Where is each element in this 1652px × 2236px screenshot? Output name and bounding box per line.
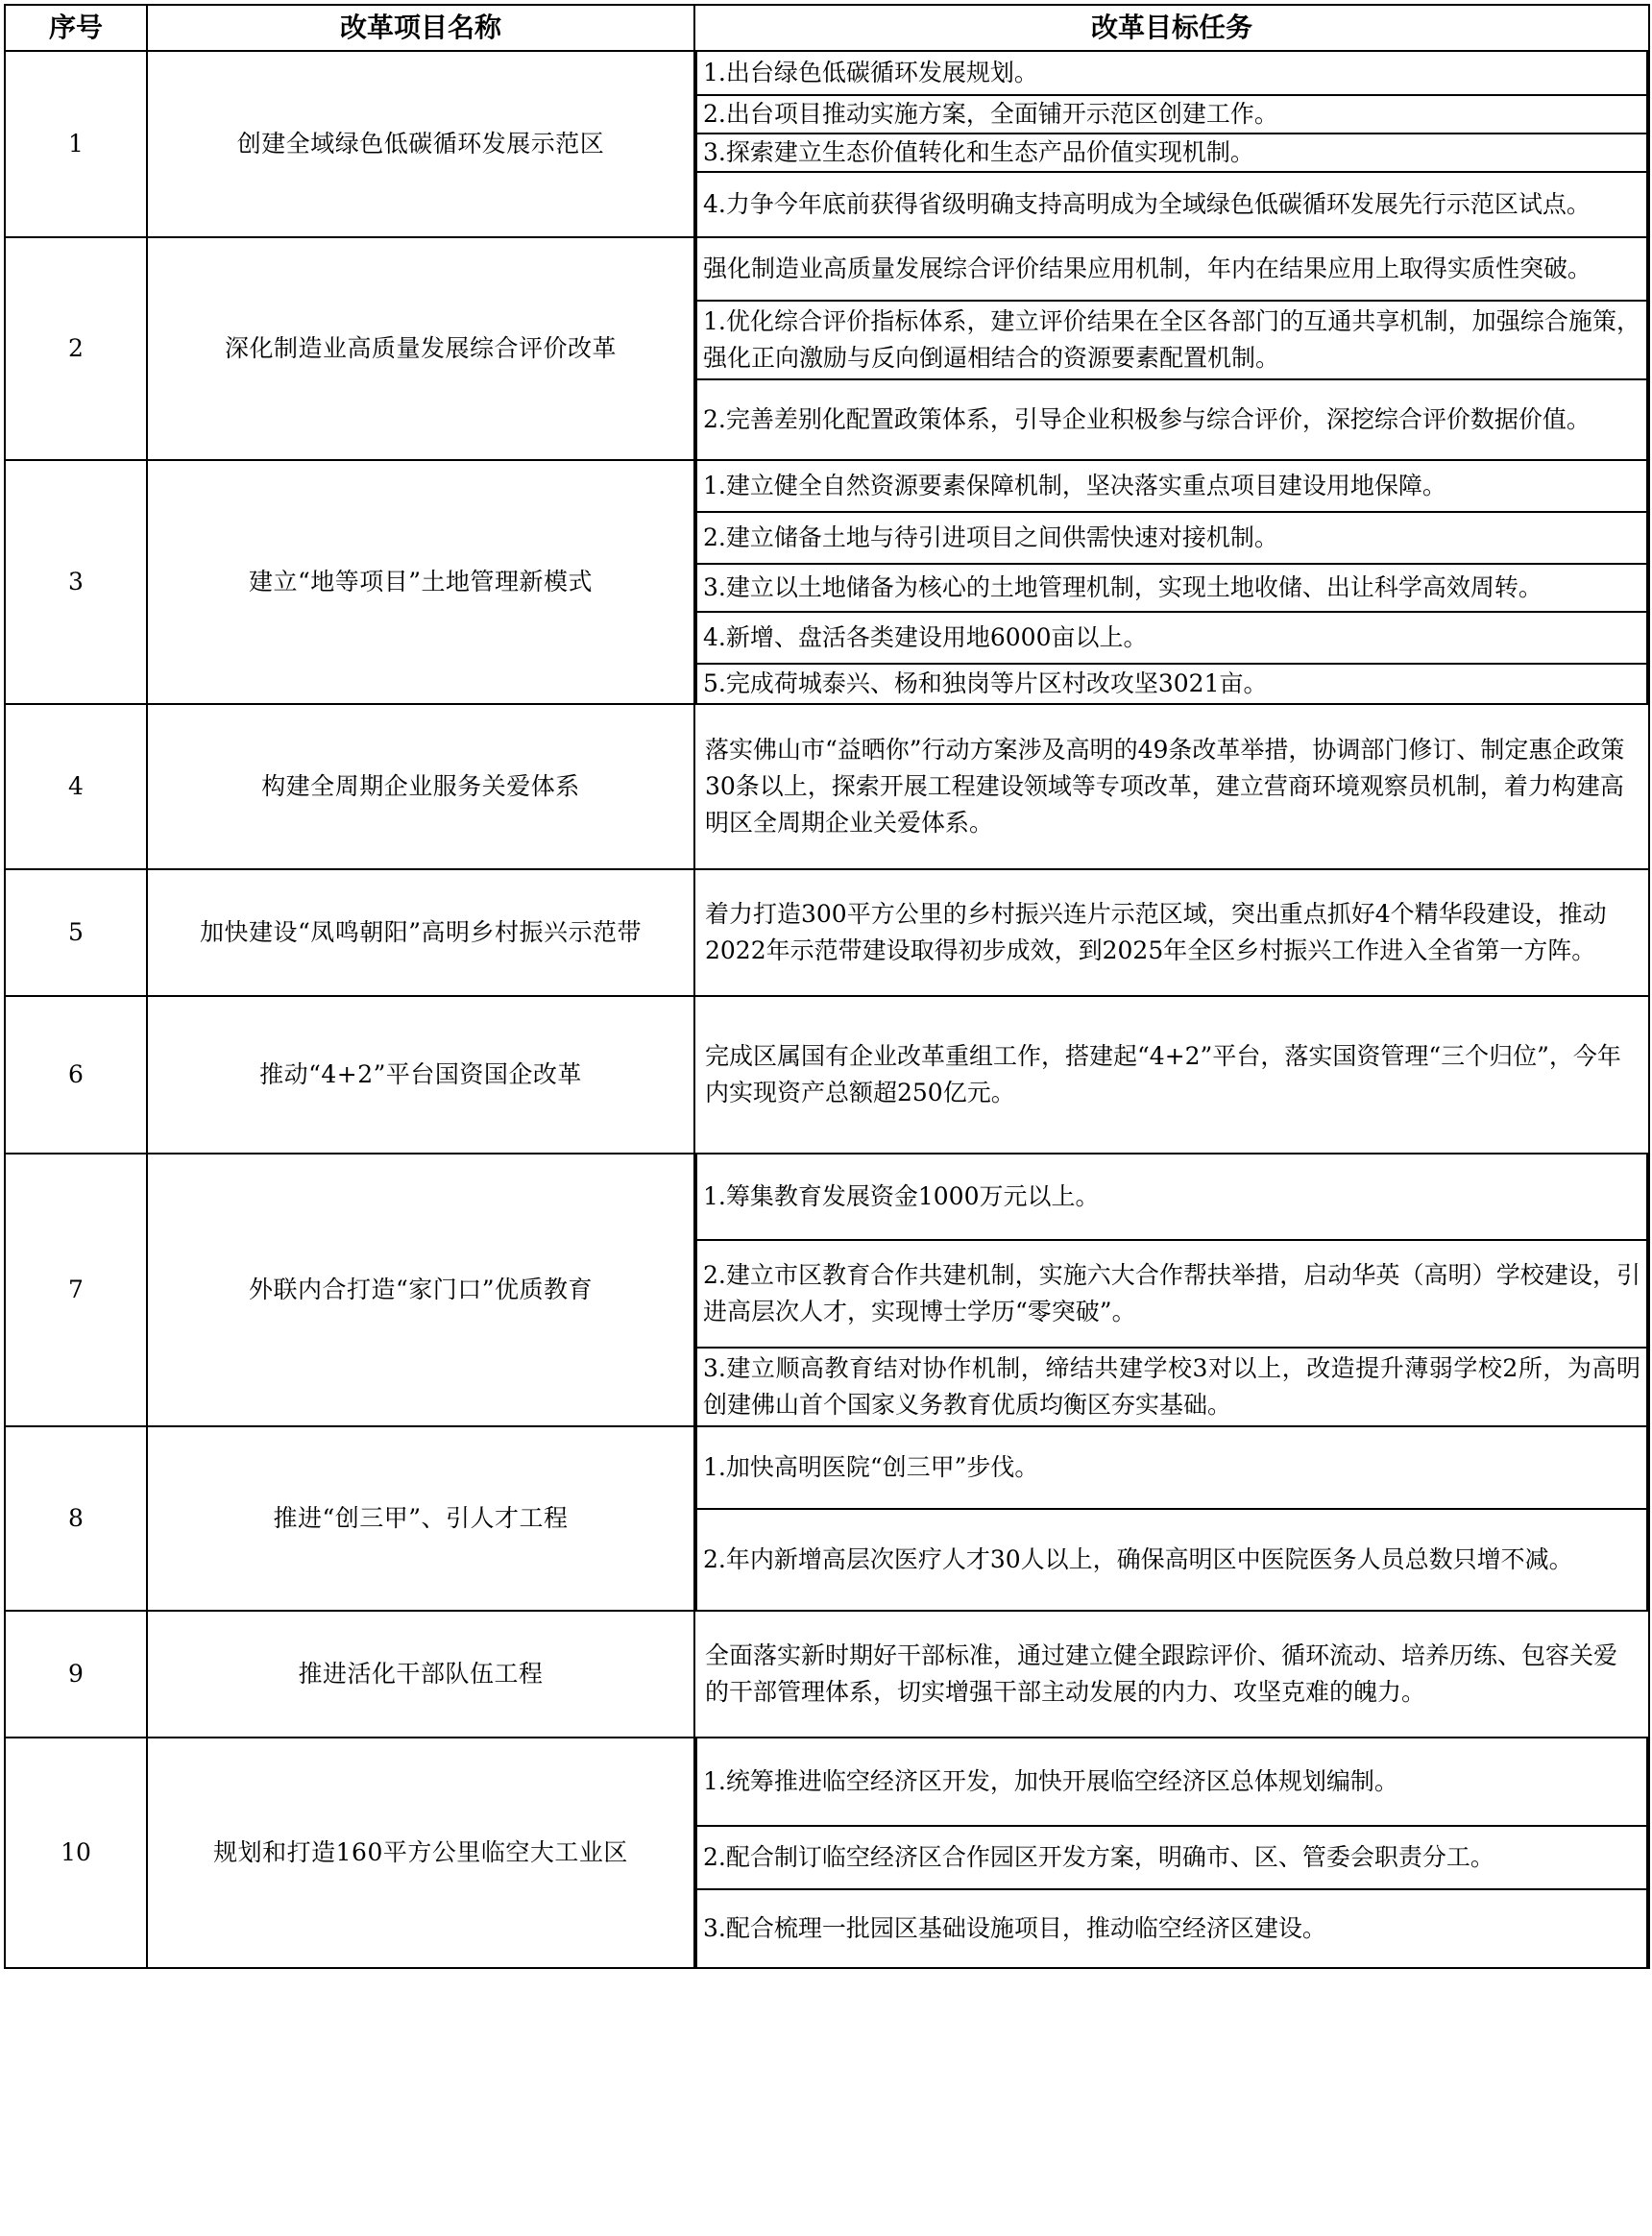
row-number: 2	[5, 237, 147, 460]
project-name: 创建全域绿色低碳循环发展示范区	[147, 51, 694, 237]
table-row	[5, 1738, 1649, 1968]
table-row	[5, 704, 1649, 869]
task-item: 2.建立储备土地与待引进项目之间供需快速对接机制。	[695, 513, 1648, 565]
row-number: 5	[5, 869, 147, 996]
task-cell	[694, 1154, 1649, 1426]
project-name: 推进活化干部队伍工程	[147, 1611, 694, 1738]
project-name: 构建全周期企业服务关爱体系	[147, 704, 694, 869]
header-name: 改革项目名称	[147, 5, 694, 51]
task-cell	[694, 51, 1649, 237]
task-item: 5.完成荷城泰兴、杨和独岗等片区村改攻坚3021亩。	[695, 665, 1648, 703]
task-cell	[694, 237, 1649, 460]
table-row	[5, 1611, 1649, 1738]
table-row	[5, 237, 1649, 460]
row-number: 6	[5, 996, 147, 1154]
row-number: 1	[5, 51, 147, 237]
task-item: 3.建立顺高教育结对协作机制，缔结共建学校3对以上，改造提升薄弱学校2所，为高明创建佛山首个国家义务教育优质均衡区夯实基础。	[695, 1349, 1648, 1425]
table-row	[5, 869, 1649, 996]
header-row	[5, 5, 1649, 51]
table-row	[5, 51, 1649, 237]
task-item: 1.优化综合评价指标体系，建立评价结果在全区各部门的互通共享机制，加强综合施策，强化正向激励与反向倒逼相结合的资源要素配置机制。	[695, 302, 1648, 380]
table-row	[5, 1426, 1649, 1611]
project-name: 外联内合打造“家门口”优质教育	[147, 1154, 694, 1426]
task-item: 1.加快高明医院“创三甲”步伐。	[695, 1427, 1648, 1510]
table-row	[5, 460, 1649, 704]
header-no: 序号	[5, 5, 147, 51]
project-name: 建立“地等项目”土地管理新模式	[147, 460, 694, 704]
task-item: 1.筹集教育发展资金1000万元以上。	[695, 1154, 1648, 1241]
project-name: 推进“创三甲”、引人才工程	[147, 1426, 694, 1611]
row-number: 3	[5, 460, 147, 704]
task-item: 4.力争今年底前获得省级明确支持高明成为全域绿色低碳循环发展先行示范区试点。	[695, 173, 1648, 236]
task-item: 2.建立市区教育合作共建机制，实施六大合作帮扶举措，启动华英（高明）学校建设，引进高层次人才，实现博士学历“零突破”。	[695, 1241, 1648, 1349]
task-cell	[694, 460, 1649, 704]
project-name: 加快建设“凤鸣朝阳”高明乡村振兴示范带	[147, 869, 694, 996]
task-item: 1.建立健全自然资源要素保障机制，坚决落实重点项目建设用地保障。	[695, 461, 1648, 513]
project-name: 深化制造业高质量发展综合评价改革	[147, 237, 694, 460]
task-item: 2.年内新增高层次医疗人才30人以上，确保高明区中医院医务人员总数只增不减。	[695, 1510, 1648, 1610]
task-item: 1.统筹推进临空经济区开发，加快开展临空经济区总体规划编制。	[695, 1738, 1648, 1827]
task-item: 3.配合梳理一批园区基础设施项目，推动临空经济区建设。	[695, 1890, 1648, 1967]
task-item: 4.新增、盘活各类建设用地6000亩以上。	[695, 613, 1648, 665]
task-item: 2.出台项目推动实施方案，全面铺开示范区创建工作。	[695, 96, 1648, 134]
row-number: 7	[5, 1154, 147, 1426]
table-row	[5, 996, 1649, 1154]
project-name: 推动“4+2”平台国资国企改革	[147, 996, 694, 1154]
row-number: 4	[5, 704, 147, 869]
task-item: 强化制造业高质量发展综合评价结果应用机制，年内在结果应用上取得实质性突破。	[695, 238, 1648, 302]
task-cell	[694, 1738, 1649, 1968]
task-cell	[694, 704, 1649, 869]
task-item: 全面落实新时期好干部标准，通过建立健全跟踪评价、循环流动、培养历练、包容关爱的干部管理体系，切实增强干部主动发展的内力、攻坚克难的魄力。	[705, 1641, 1618, 1706]
task-cell	[694, 1611, 1649, 1738]
row-number: 8	[5, 1426, 147, 1611]
task-item: 完成区属国有企业改革重组工作，搭建起“4+2”平台，落实国资管理“三个归位”，今年内实现资产总额超250亿元。	[705, 1042, 1621, 1106]
project-name: 规划和打造160平方公里临空大工业区	[147, 1738, 694, 1968]
task-cell	[694, 996, 1649, 1154]
task-item: 着力打造300平方公里的乡村振兴连片示范区域，突出重点抓好4个精华段建设，推动2022年示范带建设取得初步成效，到2025年全区乡村振兴工作进入全省第一方阵。	[705, 900, 1607, 964]
task-item: 1.出台绿色低碳循环发展规划。	[695, 52, 1648, 96]
row-number: 9	[5, 1611, 147, 1738]
table-body	[5, 51, 1649, 1968]
task-item: 落实佛山市“益晒你”行动方案涉及高明的49条改革举措，协调部门修订、制定惠企政策30条以上，探索开展工程建设领域等专项改革，建立营商环境观察员机制，着力构建高明区全周期企业关爱体系。	[705, 736, 1625, 837]
task-cell	[694, 1426, 1649, 1611]
row-number: 10	[5, 1738, 147, 1968]
task-item: 3.探索建立生态价值转化和生态产品价值实现机制。	[695, 134, 1648, 173]
table-row	[5, 1154, 1649, 1426]
task-item: 2.完善差别化配置政策体系，引导企业积极参与综合评价，深挖综合评价数据价值。	[695, 380, 1648, 459]
reform-table	[4, 4, 1650, 1969]
task-cell	[694, 869, 1649, 996]
header-tasks: 改革目标任务	[694, 5, 1649, 51]
task-item: 3.建立以土地储备为核心的土地管理机制，实现土地收储、出让科学高效周转。	[695, 565, 1648, 613]
task-item: 2.配合制订临空经济区合作园区开发方案，明确市、区、管委会职责分工。	[695, 1827, 1648, 1890]
